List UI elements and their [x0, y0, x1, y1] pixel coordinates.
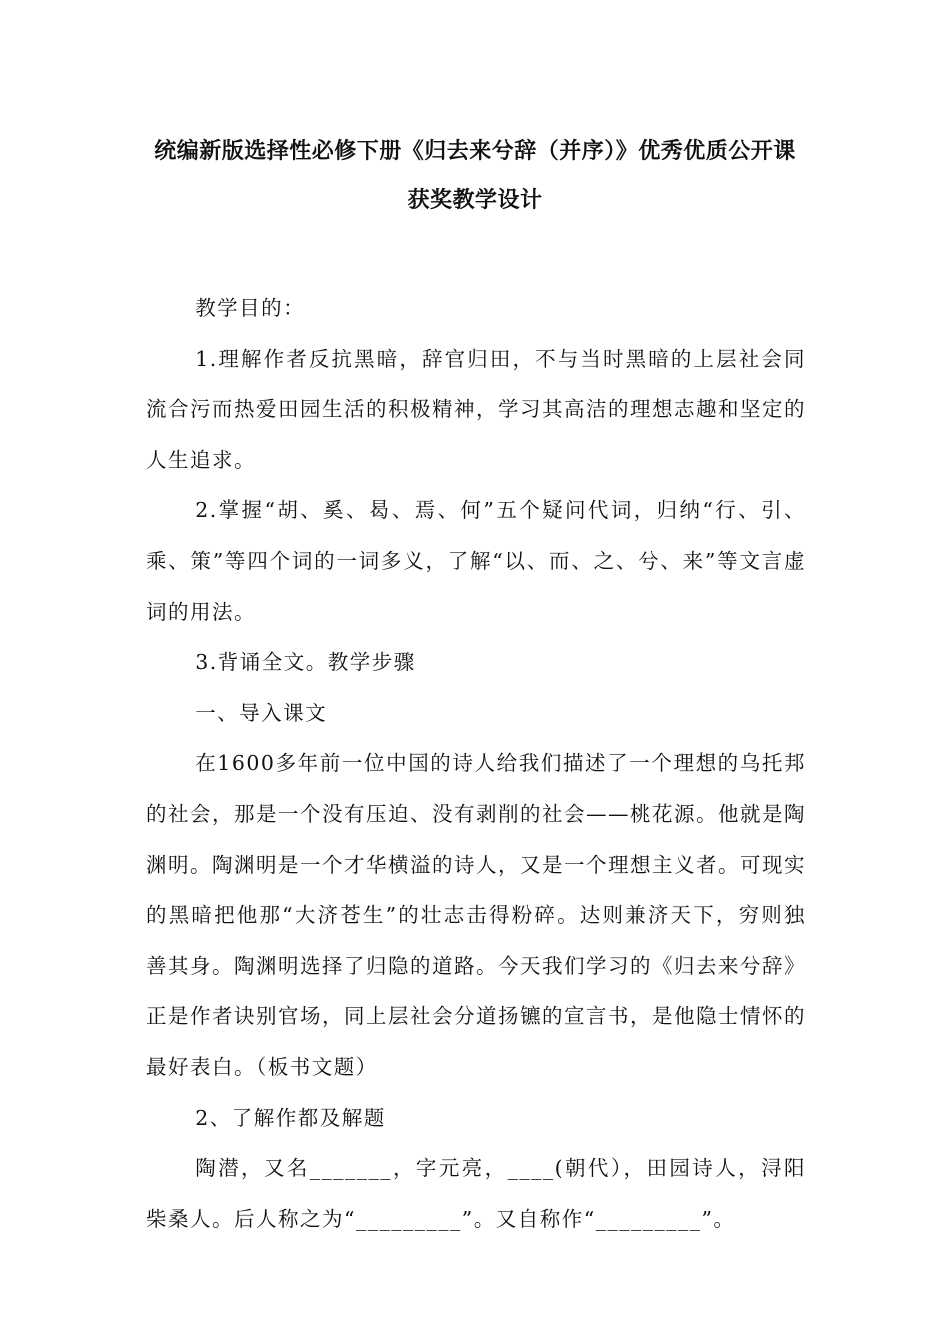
paragraph-objective-1: 1.理解作者反抗黑暗，辞官归田，不与当时黑暗的上层社会同流合污而热爱田园生活的积极精神，学习其高洁的理想志趣和坚定的人生追求。: [146, 346, 806, 472]
paragraph-objective-3: 3.背诵全文。教学步骤: [195, 650, 416, 675]
paragraph-introduction: 在1600多年前一位中国的诗人给我们描述了一个理想的乌托邦的社会，那是一个没有压迫、没有剥削的社会——桃花源。他就是陶渊明。陶渊明是一个才华横溢的诗人，又是一个理想主义者。可现实的黑暗把他那“大济苍生”的壮志击得粉碎。达则兼济天下，穷则独善其身。陶渊明选择了归隐的道路。今天我们学习的《归去来兮辞》正是作者诀别官场，同上层社会分道扬镳的宣言书，是他隐士情怀的最好表白。（板书文题）: [146, 751, 806, 1079]
document-title-line-2: 获奖教学设计: [407, 188, 543, 213]
paragraph-section-1-heading: 一、导入课文: [195, 700, 328, 725]
paragraph-author-fill-blanks: 陶潜，又名_______，字元亮，____(朝代），田园诗人，浔阳柴桑人。后人称之为“_________”。又自称作“_________”。: [146, 1156, 806, 1231]
paragraph-section-2-heading: 2、了解作都及解题: [195, 1105, 386, 1130]
document-title-line-1: 统编新版选择性必修下册《归去来兮辞（并序）》优秀优质公开课: [154, 139, 796, 164]
document-body: [146, 283, 806, 1244]
paragraph-objective-2: 2.掌握“胡、奚、曷、焉、何”五个疑问代词，归纳“行、引、乘、策”等四个词的一词多义，了解“以、而、之、兮、来”等文言虚词的用法。: [146, 498, 806, 624]
paragraph-objectives-heading: 教学目的：: [195, 296, 306, 320]
